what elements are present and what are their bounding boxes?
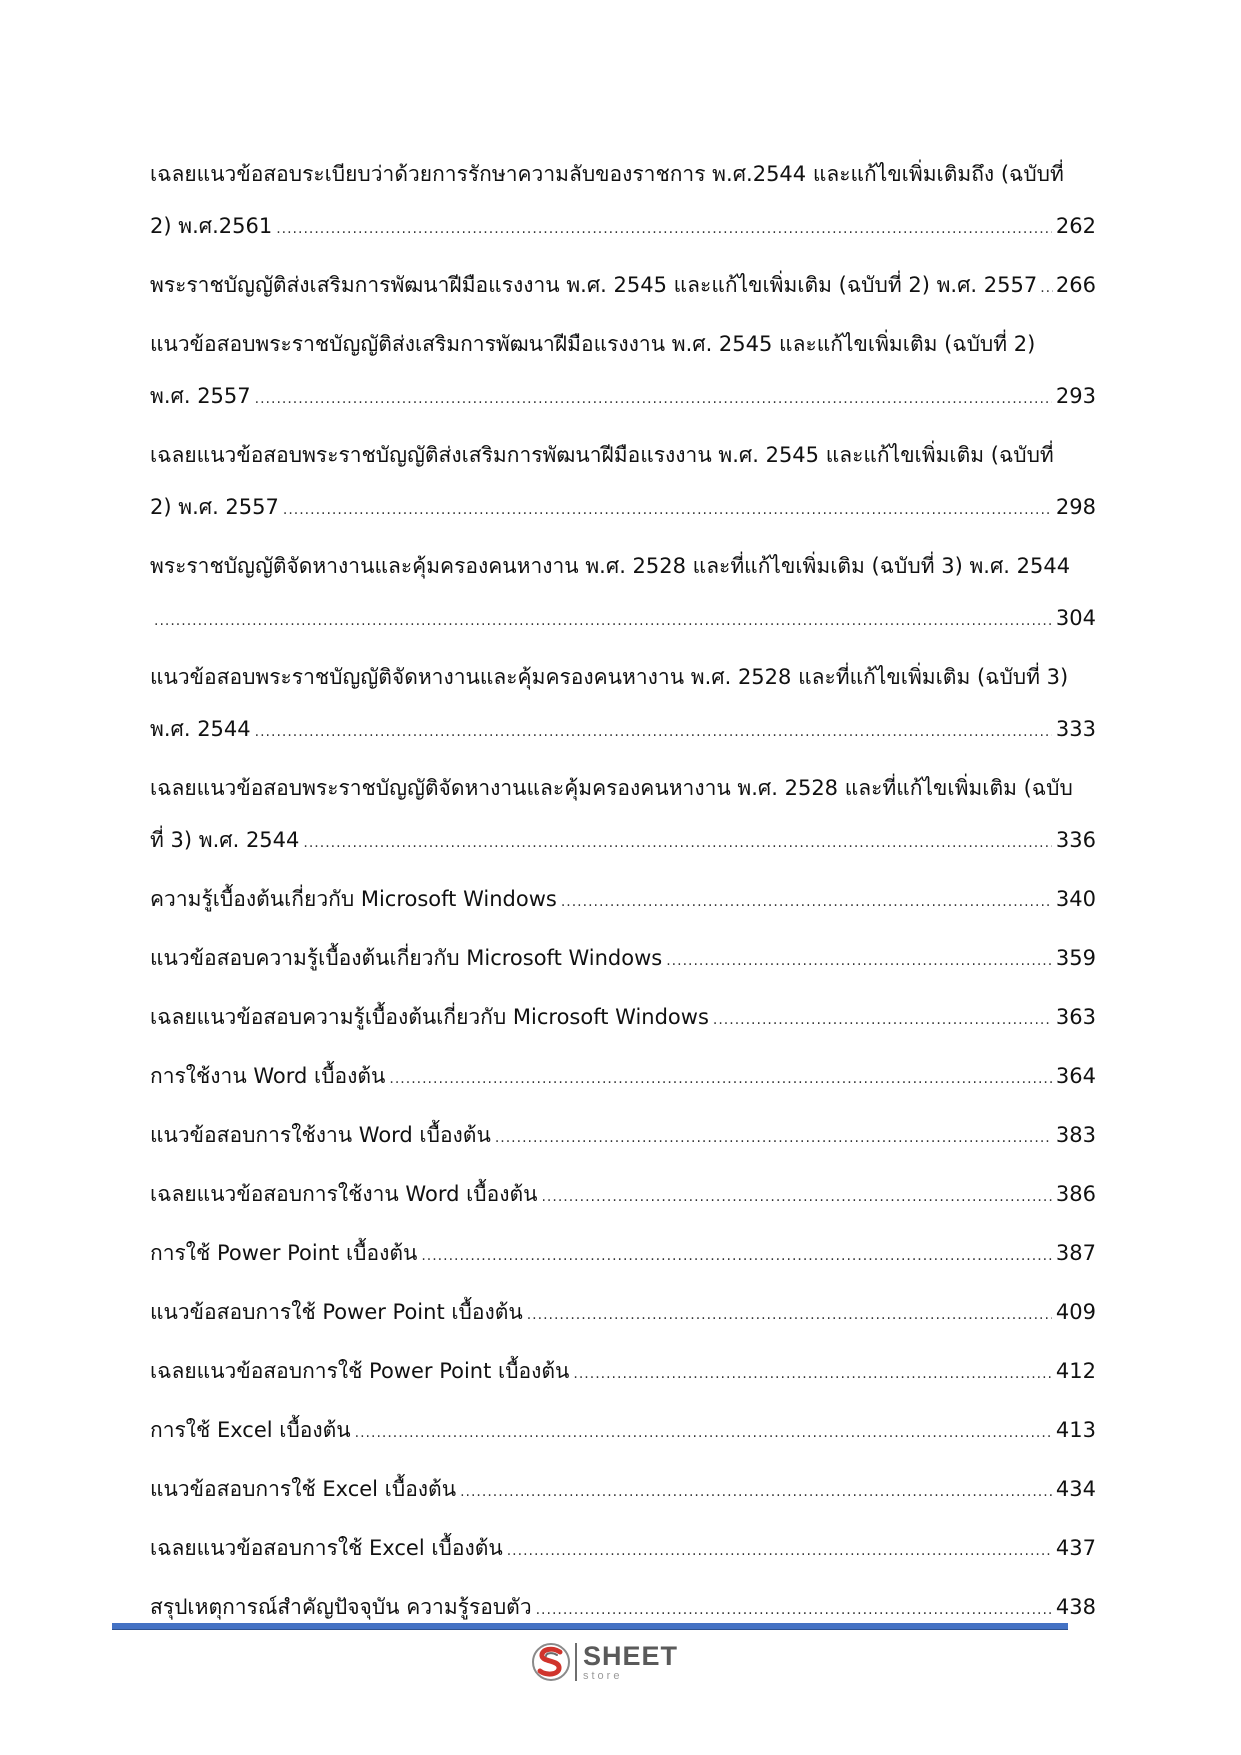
toc-entry[interactable] xyxy=(150,1404,1096,1456)
toc-entry-title-cont: ที่ 3) พ.ศ. 2544 xyxy=(150,828,300,852)
toc-page-number: 387 xyxy=(1055,1241,1096,1265)
toc-page-number: 359 xyxy=(1055,946,1096,970)
toc-entry[interactable] xyxy=(150,991,1096,1043)
toc-entry-title: การใช้ Power Point เบื้องต้น xyxy=(150,1241,418,1265)
toc-entry-title: เฉลยแนวข้อสอบพระราชบัญญัติส่งเสริมการพัฒนาฝีมือแรงงาน พ.ศ. 2545 และแก้ไขเพิ่มเติม (ฉบับที่ xyxy=(150,443,1054,467)
toc-entry-title: เฉลยแนวข้อสอบความรู้เบื้องต้นเกี่ยวกับ Microsoft Windows xyxy=(150,1005,709,1029)
dot-leader xyxy=(154,595,1052,647)
toc-entry-title: เฉลยแนวข้อสอบพระราชบัญญัติจัดหางานและคุ้มครองคนหางาน พ.ศ. 2528 และที่แก้ไขเพิ่มเติม (ฉบับ xyxy=(150,776,1073,800)
toc-page-number: 333 xyxy=(1055,717,1096,741)
dot-leader xyxy=(573,1348,1052,1400)
toc-entry[interactable] xyxy=(150,1227,1096,1279)
logo-divider xyxy=(575,1643,577,1681)
toc-entry-title-cont: 2) พ.ศ. 2557 xyxy=(150,495,279,519)
dot-leader xyxy=(460,1466,1052,1518)
toc-entry-title: เฉลยแนวข้อสอบการใช้งาน Word เบื้องต้น xyxy=(150,1182,538,1206)
toc-page-number: 304 xyxy=(1055,606,1096,630)
toc-entry-title: แนวข้อสอบพระราชบัญญัติจัดหางานและคุ้มครองคนหางาน พ.ศ. 2528 และที่แก้ไขเพิ่มเติม (ฉบับที่ 3) xyxy=(150,665,1069,689)
toc-entry[interactable] xyxy=(150,429,1096,533)
dot-leader xyxy=(527,1289,1052,1341)
dot-leader xyxy=(389,1053,1052,1105)
toc-entry-title-cont: 2) พ.ศ.2561 xyxy=(150,214,273,238)
toc-entry-title: เฉลยแนวข้อสอบการใช้ Excel เบื้องต้น xyxy=(150,1536,503,1560)
toc-page-number: 293 xyxy=(1055,384,1096,408)
toc-entry-title: พระราชบัญญัติส่งเสริมการพัฒนาฝีมือแรงงาน พ.ศ. 2545 และแก้ไขเพิ่มเติม (ฉบับที่ 2) พ.ศ. 2557 xyxy=(150,273,1038,297)
toc-entry[interactable] xyxy=(150,873,1096,925)
sheet-store-logo xyxy=(531,1641,678,1683)
logo-wordmark xyxy=(583,1640,679,1682)
toc-page-number: 262 xyxy=(1055,214,1096,238)
toc-entry[interactable] xyxy=(150,1345,1096,1397)
toc-entry[interactable] xyxy=(150,762,1096,866)
table-of-contents xyxy=(150,148,1096,1633)
toc-entry-title-cont: พ.ศ. 2557 xyxy=(150,384,251,408)
toc-entry-title-cont: พ.ศ. 2544 xyxy=(150,717,251,741)
toc-entry[interactable] xyxy=(150,651,1096,755)
toc-page-number: 409 xyxy=(1055,1300,1096,1324)
toc-entry-title: การใช้งาน Word เบื้องต้น xyxy=(150,1064,386,1088)
toc-entry-title: เฉลยแนวข้อสอบระเบียบว่าด้วยการรักษาความลับของราชการ พ.ศ.2544 และแก้ไขเพิ่มเติมถึง (ฉบับที่ xyxy=(150,162,1064,186)
toc-page-number: 412 xyxy=(1055,1359,1096,1383)
dot-leader xyxy=(713,994,1052,1046)
toc-page-number: 363 xyxy=(1055,1005,1096,1029)
toc-entry-title: พระราชบัญญัติจัดหางานและคุ้มครองคนหางาน พ.ศ. 2528 และที่แก้ไขเพิ่มเติม (ฉบับที่ 3) พ.ศ. 2544 xyxy=(150,554,1071,578)
toc-entry-title: การใช้ Excel เบื้องต้น xyxy=(150,1418,351,1442)
dot-leader xyxy=(666,935,1052,987)
dot-leader xyxy=(255,706,1052,758)
toc-entry[interactable] xyxy=(150,1463,1096,1515)
toc-entry-title: แนวข้อสอบการใช้ Excel เบื้องต้น xyxy=(150,1477,457,1501)
dot-leader xyxy=(1040,262,1053,314)
toc-entry[interactable] xyxy=(150,1286,1096,1338)
toc-page-number: 434 xyxy=(1055,1477,1096,1501)
toc-page-number: 266 xyxy=(1055,273,1096,297)
toc-page-number: 386 xyxy=(1055,1182,1096,1206)
dot-leader xyxy=(255,373,1052,425)
logo-text: SHEET xyxy=(583,1640,679,1671)
toc-entry-title: เฉลยแนวข้อสอบการใช้ Power Point เบื้องต้น xyxy=(150,1359,570,1383)
dot-leader xyxy=(495,1112,1052,1164)
toc-page-number: 438 xyxy=(1055,1595,1096,1619)
toc-entry-title: แนวข้อสอบการใช้ Power Point เบื้องต้น xyxy=(150,1300,523,1324)
toc-entry[interactable] xyxy=(150,259,1096,311)
toc-page-number: 298 xyxy=(1055,495,1096,519)
toc-page-number: 336 xyxy=(1055,828,1096,852)
toc-page-number: 364 xyxy=(1055,1064,1096,1088)
toc-page-number: 413 xyxy=(1055,1418,1096,1442)
toc-entry[interactable] xyxy=(150,1109,1096,1161)
toc-entry-title: แนวข้อสอบความรู้เบื้องต้นเกี่ยวกับ Microsoft Windows xyxy=(150,946,663,970)
toc-entry-title: ความรู้เบื้องต้นเกี่ยวกับ Microsoft Windows xyxy=(150,887,557,911)
toc-page-number: 340 xyxy=(1055,887,1096,911)
toc-entry-title: แนวข้อสอบการใช้งาน Word เบื้องต้น xyxy=(150,1123,491,1147)
toc-entry[interactable] xyxy=(150,1050,1096,1102)
dot-leader xyxy=(303,817,1052,869)
logo-subtext: store xyxy=(583,1669,623,1682)
toc-entry[interactable] xyxy=(150,148,1096,252)
footer-rule xyxy=(112,1623,1068,1630)
dot-leader xyxy=(283,484,1052,536)
toc-entry[interactable] xyxy=(150,1168,1096,1220)
dot-leader xyxy=(541,1171,1051,1223)
toc-entry[interactable] xyxy=(150,540,1096,644)
toc-entry-title: แนวข้อสอบพระราชบัญญัติส่งเสริมการพัฒนาฝีมือแรงงาน พ.ศ. 2545 และแก้ไขเพิ่มเติม (ฉบับที่ 2) xyxy=(150,332,1036,356)
toc-entry[interactable] xyxy=(150,318,1096,422)
dot-leader xyxy=(507,1525,1052,1577)
dot-leader xyxy=(276,203,1052,255)
sheet-store-logo-icon xyxy=(531,1641,571,1683)
toc-entry[interactable] xyxy=(150,1522,1096,1574)
toc-entry-title: สรุปเหตุการณ์สำคัญปัจจุบัน ความรู้รอบตัว xyxy=(150,1595,532,1619)
dot-leader xyxy=(421,1230,1052,1282)
toc-page-number: 383 xyxy=(1055,1123,1096,1147)
dot-leader xyxy=(561,876,1052,928)
toc-page-number: 437 xyxy=(1055,1536,1096,1560)
dot-leader xyxy=(355,1407,1052,1459)
toc-entry[interactable] xyxy=(150,932,1096,984)
